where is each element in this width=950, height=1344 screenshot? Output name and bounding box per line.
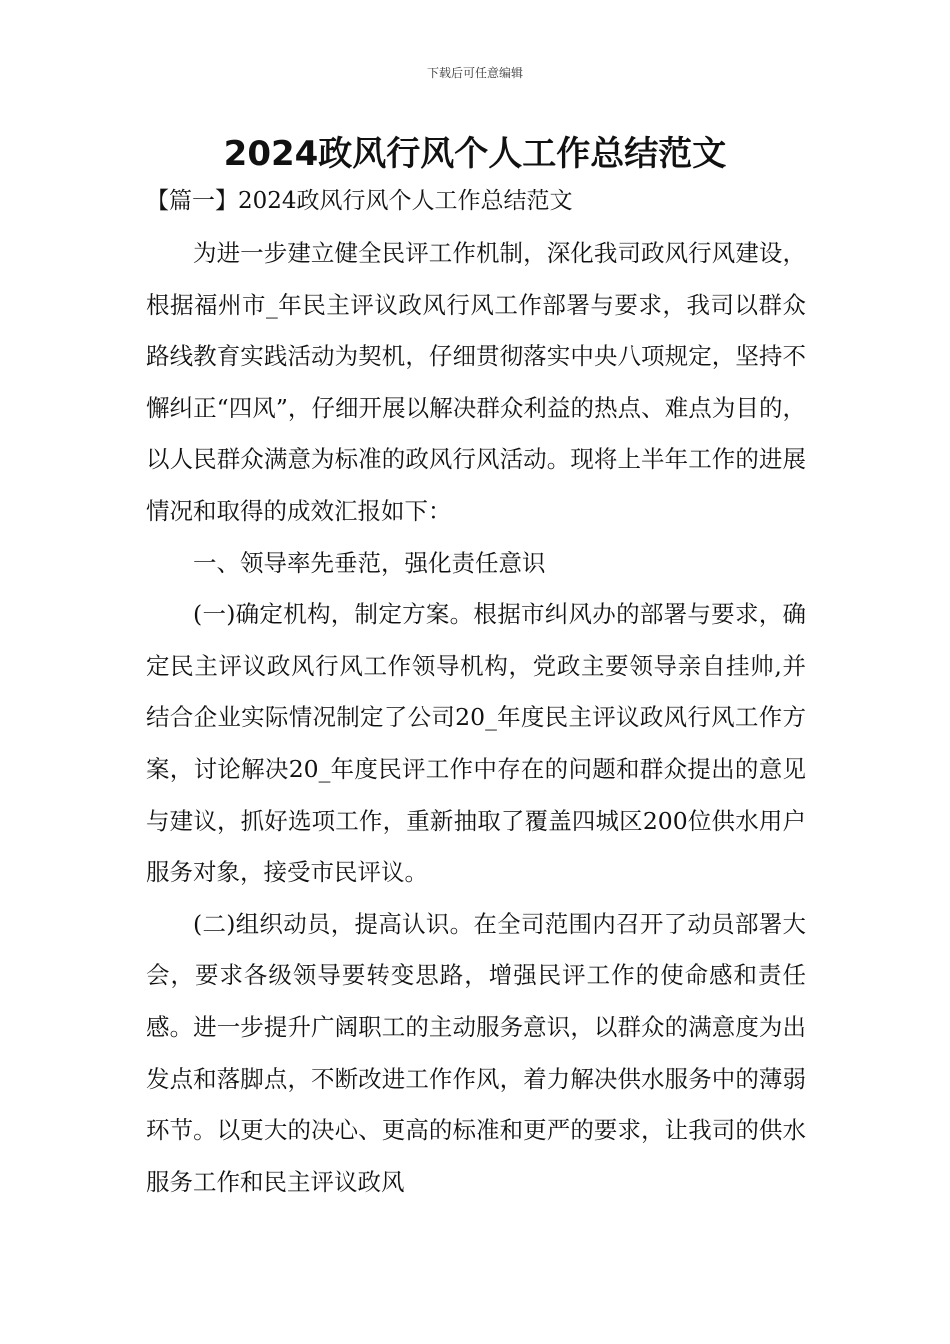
section-heading: 一、领导率先垂范，强化责任意识	[193, 548, 546, 577]
document-title: 2024政风行风个人工作总结范文	[223, 134, 727, 174]
header-note: 下载后可任意编辑	[426, 66, 523, 80]
document-body	[146, 228, 806, 1208]
document-subtitle: 【篇一】2024政风行风个人工作总结范文	[146, 188, 573, 214]
paragraph-mobilization: (二)组织动员，提高认识。在全司范围内召开了动员部署大会，要求各级领导要转变思路，增强民评工作的使命感和责任感。进一步提升广阔职工的主动服务意识，以群众的满意度为出发点和落脚点，不断改进工作作风，着力解决供水服务中的薄弱环节。以更大的决心、更高的标准和更严的要求，让我司的供水服务工作和民主评议政风	[146, 909, 806, 1196]
paragraph-establish-organization: (一)确定机构，制定方案。根据市纠风办的部署与要求，确定民主评议政风行风工作领导机构，党政主要领导亲自挂帅,并结合企业实际情况制定了公司20_年度民主评议政风行风工作方案，讨论解决20_年度民评工作中存在的问题和群众提出的意见与建议，抓好选项工作，重新抽取了覆盖四城区200位供水用户服务对象，接受市民评议。	[146, 600, 806, 887]
intro-paragraph: 为进一步建立健全民评工作机制，深化我司政风行风建设，根据福州市_年民主评议政风行风工作部署与要求，我司以群众路线教育实践活动为契机，仔细贯彻落实中央八项规定，坚持不懈纠正“四风”，仔细开展以解决群众利益的热点、难点为目的，以人民群众满意为标准的政风行风活动。现将上半年工作的进展情况和取得的成效汇报如下：	[146, 239, 806, 525]
